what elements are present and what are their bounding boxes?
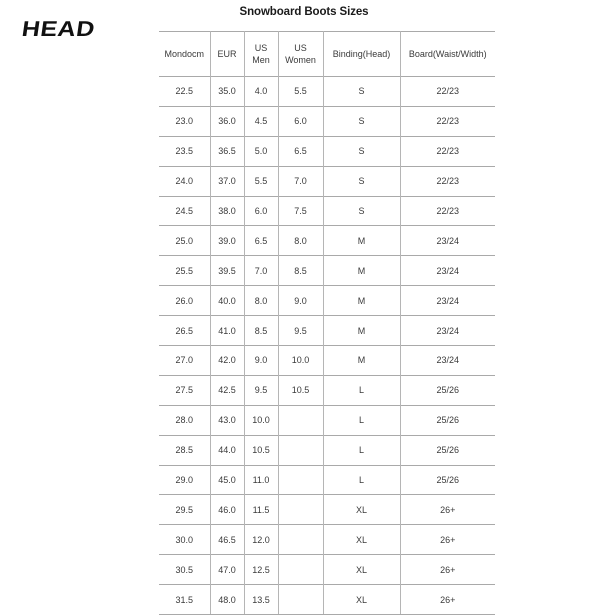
table-row xyxy=(159,346,495,376)
cell-eur: 47.0 xyxy=(210,555,244,585)
cell-eur: 45.0 xyxy=(210,465,244,495)
cell-binding: XL xyxy=(323,525,400,555)
cell-board: 23/24 xyxy=(400,256,495,286)
cell-board: 22/23 xyxy=(400,106,495,136)
column-header-us-men xyxy=(244,32,278,77)
cell-binding: L xyxy=(323,405,400,435)
cell-binding: S xyxy=(323,166,400,196)
cell-eur: 36.5 xyxy=(210,136,244,166)
cell-us_women xyxy=(278,465,323,495)
cell-us_women: 7.5 xyxy=(278,196,323,226)
cell-eur: 39.5 xyxy=(210,256,244,286)
cell-us_women: 6.0 xyxy=(278,106,323,136)
cell-binding: M xyxy=(323,256,400,286)
column-header-us-men-line2: Men xyxy=(252,55,270,65)
cell-mondocm: 24.5 xyxy=(159,196,210,226)
column-header-us-women-line2: Women xyxy=(285,55,316,65)
cell-board: 26+ xyxy=(400,585,495,615)
cell-binding: S xyxy=(323,77,400,107)
cell-eur: 36.0 xyxy=(210,106,244,136)
table-row xyxy=(159,136,495,166)
size-chart-container xyxy=(159,31,495,615)
cell-us_women: 6.5 xyxy=(278,136,323,166)
cell-us_women: 5.5 xyxy=(278,77,323,107)
cell-us_men: 4.0 xyxy=(244,77,278,107)
table-row xyxy=(159,435,495,465)
cell-binding: M xyxy=(323,316,400,346)
table-row xyxy=(159,465,495,495)
cell-us_women xyxy=(278,525,323,555)
cell-binding: S xyxy=(323,136,400,166)
table-header xyxy=(159,32,495,77)
cell-us_women: 7.0 xyxy=(278,166,323,196)
column-header-mondocm-line1: Mondocm xyxy=(164,49,204,59)
cell-mondocm: 31.5 xyxy=(159,585,210,615)
cell-us_men: 6.5 xyxy=(244,226,278,256)
table-header-row xyxy=(159,32,495,77)
cell-binding: S xyxy=(323,106,400,136)
cell-us_men: 5.0 xyxy=(244,136,278,166)
column-header-board xyxy=(400,32,495,77)
table-row xyxy=(159,316,495,346)
cell-mondocm: 29.0 xyxy=(159,465,210,495)
cell-us_men: 8.0 xyxy=(244,286,278,316)
cell-mondocm: 26.0 xyxy=(159,286,210,316)
cell-us_men: 11.5 xyxy=(244,495,278,525)
column-header-mondocm xyxy=(159,32,210,77)
cell-mondocm: 25.0 xyxy=(159,226,210,256)
table-row xyxy=(159,525,495,555)
cell-us_women xyxy=(278,495,323,525)
cell-mondocm: 30.5 xyxy=(159,555,210,585)
cell-us_women xyxy=(278,555,323,585)
cell-us_men: 10.0 xyxy=(244,405,278,435)
cell-us_men: 8.5 xyxy=(244,316,278,346)
cell-board: 23/24 xyxy=(400,316,495,346)
table-row xyxy=(159,166,495,196)
cell-binding: M xyxy=(323,286,400,316)
cell-us_men: 12.0 xyxy=(244,525,278,555)
cell-mondocm: 30.0 xyxy=(159,525,210,555)
cell-us_women xyxy=(278,435,323,465)
brand-logo-text: HEAD xyxy=(20,16,97,42)
table-row xyxy=(159,286,495,316)
cell-us_men: 13.5 xyxy=(244,585,278,615)
cell-mondocm: 23.5 xyxy=(159,136,210,166)
cell-binding: XL xyxy=(323,585,400,615)
cell-board: 22/23 xyxy=(400,196,495,226)
cell-eur: 40.0 xyxy=(210,286,244,316)
head-brand-logo xyxy=(22,18,132,40)
cell-board: 22/23 xyxy=(400,136,495,166)
cell-us_men: 10.5 xyxy=(244,435,278,465)
cell-eur: 37.0 xyxy=(210,166,244,196)
cell-mondocm: 27.0 xyxy=(159,346,210,376)
cell-board: 25/26 xyxy=(400,405,495,435)
cell-eur: 35.0 xyxy=(210,77,244,107)
cell-board: 25/26 xyxy=(400,465,495,495)
cell-eur: 48.0 xyxy=(210,585,244,615)
cell-us_women: 9.0 xyxy=(278,286,323,316)
cell-binding: M xyxy=(323,346,400,376)
cell-eur: 41.0 xyxy=(210,316,244,346)
cell-mondocm: 28.5 xyxy=(159,435,210,465)
cell-board: 22/23 xyxy=(400,166,495,196)
cell-eur: 38.0 xyxy=(210,196,244,226)
cell-eur: 39.0 xyxy=(210,226,244,256)
cell-binding: S xyxy=(323,196,400,226)
cell-board: 26+ xyxy=(400,555,495,585)
cell-eur: 43.0 xyxy=(210,405,244,435)
cell-binding: XL xyxy=(323,555,400,585)
table-body xyxy=(159,77,495,615)
cell-us_women: 10.0 xyxy=(278,346,323,376)
cell-us_women: 8.0 xyxy=(278,226,323,256)
table-row xyxy=(159,256,495,286)
cell-us_women: 10.5 xyxy=(278,375,323,405)
cell-mondocm: 25.5 xyxy=(159,256,210,286)
cell-binding: L xyxy=(323,465,400,495)
column-header-us-men-line1: US xyxy=(254,43,268,53)
cell-board: 23/24 xyxy=(400,346,495,376)
cell-eur: 44.0 xyxy=(210,435,244,465)
cell-mondocm: 24.0 xyxy=(159,166,210,196)
cell-board: 25/26 xyxy=(400,375,495,405)
column-header-binding-line1: Binding(Head) xyxy=(332,49,391,59)
table-row xyxy=(159,495,495,525)
cell-us_men: 4.5 xyxy=(244,106,278,136)
cell-board: 23/24 xyxy=(400,226,495,256)
cell-binding: L xyxy=(323,435,400,465)
cell-us_men: 9.5 xyxy=(244,375,278,405)
cell-us_women xyxy=(278,405,323,435)
snowboard-boots-size-table xyxy=(159,31,495,615)
page-title: Snowboard Boots Sizes xyxy=(239,6,369,18)
cell-us_men: 9.0 xyxy=(244,346,278,376)
column-header-eur xyxy=(210,32,244,77)
cell-binding: L xyxy=(323,375,400,405)
cell-eur: 42.5 xyxy=(210,375,244,405)
column-header-us-women-line1: US xyxy=(294,43,307,53)
cell-eur: 42.0 xyxy=(210,346,244,376)
cell-us_women xyxy=(278,585,323,615)
column-header-eur-line1: EUR xyxy=(217,49,237,59)
cell-us_men: 5.5 xyxy=(244,166,278,196)
cell-us_men: 7.0 xyxy=(244,256,278,286)
cell-mondocm: 22.5 xyxy=(159,77,210,107)
column-header-us-women xyxy=(278,32,323,77)
cell-us_women: 8.5 xyxy=(278,256,323,286)
column-header-binding xyxy=(323,32,400,77)
cell-mondocm: 29.5 xyxy=(159,495,210,525)
table-row xyxy=(159,77,495,107)
cell-eur: 46.5 xyxy=(210,525,244,555)
table-row xyxy=(159,196,495,226)
cell-mondocm: 28.0 xyxy=(159,405,210,435)
cell-board: 26+ xyxy=(400,495,495,525)
cell-board: 26+ xyxy=(400,525,495,555)
table-row xyxy=(159,585,495,615)
cell-mondocm: 23.0 xyxy=(159,106,210,136)
table-row xyxy=(159,555,495,585)
cell-mondocm: 27.5 xyxy=(159,375,210,405)
cell-us_men: 11.0 xyxy=(244,465,278,495)
cell-binding: XL xyxy=(323,495,400,525)
cell-binding: M xyxy=(323,226,400,256)
cell-board: 25/26 xyxy=(400,435,495,465)
table-row xyxy=(159,405,495,435)
cell-mondocm: 26.5 xyxy=(159,316,210,346)
column-header-board-line1: Board(Waist/Width) xyxy=(408,49,487,59)
cell-us_men: 6.0 xyxy=(244,196,278,226)
cell-us_men: 12.5 xyxy=(244,555,278,585)
cell-us_women: 9.5 xyxy=(278,316,323,346)
cell-board: 22/23 xyxy=(400,77,495,107)
cell-board: 23/24 xyxy=(400,286,495,316)
table-row xyxy=(159,106,495,136)
table-row xyxy=(159,375,495,405)
table-row xyxy=(159,226,495,256)
cell-eur: 46.0 xyxy=(210,495,244,525)
